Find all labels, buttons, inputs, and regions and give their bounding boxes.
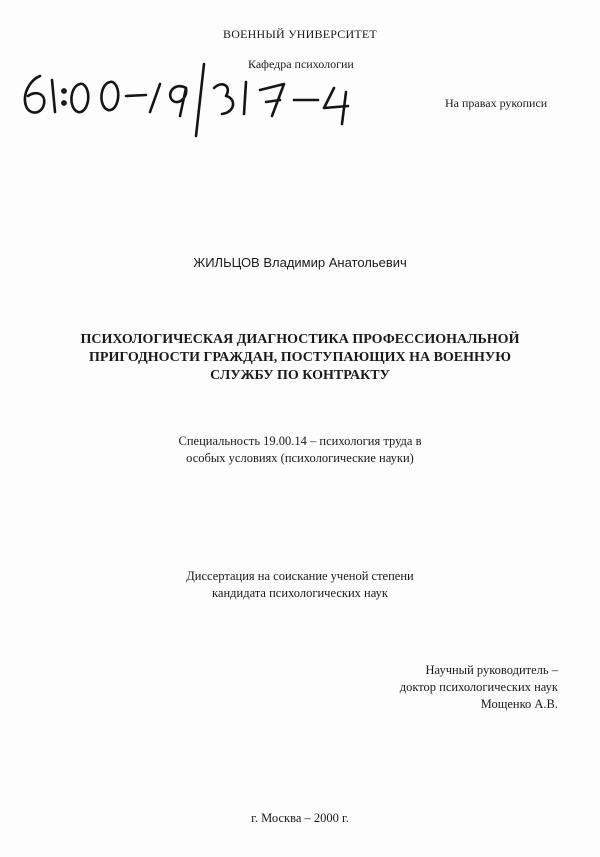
city-year: г. Москва – 2000 г. bbox=[251, 811, 349, 825]
author-name: ЖИЛЬЦОВ Владимир Анатольевич bbox=[193, 255, 407, 270]
specialty-line: особых условиях (психологические науки) bbox=[186, 451, 414, 465]
dissertation-title bbox=[40, 331, 560, 385]
supervisor-line: доктор психологических наук bbox=[399, 680, 558, 694]
handwritten-registration-number bbox=[0, 0, 600, 140]
title-line: ПРИГОДНОСТИ ГРАЖДАН, ПОСТУПАЮЩИХ НА ВОЕННУЮ bbox=[89, 350, 511, 365]
supervisor-block bbox=[400, 662, 558, 713]
department-name: Кафедра психологии bbox=[248, 57, 354, 71]
manuscript-rights-note: На правах рукописи bbox=[445, 96, 548, 110]
university-name: ВОЕННЫЙ УНИВЕРСИТЕТ bbox=[223, 27, 377, 41]
specialty-line: Специальность 19.00.14 – психология труда в bbox=[178, 434, 422, 448]
supervisor-line: Мощенко А.В. bbox=[480, 697, 558, 711]
supervisor-line: Научный руководитель – bbox=[425, 663, 558, 677]
degree-line: кандидата психологических наук bbox=[212, 586, 388, 600]
title-line: ПСИХОЛОГИЧЕСКАЯ ДИАГНОСТИКА ПРОФЕССИОНАЛЬНОЙ bbox=[80, 332, 520, 347]
title-line: СЛУЖБУ ПО КОНТРАКТУ bbox=[210, 368, 390, 383]
degree-line: Диссертация на соискание ученой степени bbox=[186, 569, 414, 583]
degree-statement bbox=[0, 568, 600, 602]
specialty bbox=[0, 433, 600, 467]
